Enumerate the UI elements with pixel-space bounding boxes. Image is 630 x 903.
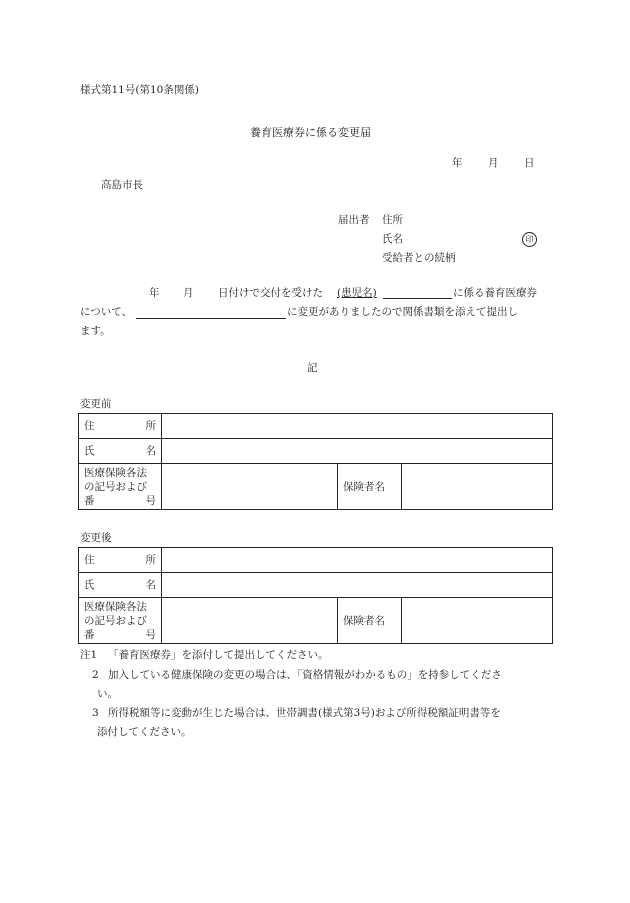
after-insurance-label: 医療保険各法 の記号および 番 号 — [79, 598, 162, 644]
body-month: 月 — [183, 287, 194, 299]
after-insurance-number-cell[interactable] — [162, 598, 338, 644]
note2-text-line1: 加入している健康保険の変更の場合は、「資格情報がわかるもの」を持参してくださ — [108, 669, 502, 681]
child-name-label: (患児名) — [337, 287, 377, 299]
after-address-cell[interactable] — [162, 548, 553, 573]
before-insurance-row — [79, 464, 553, 510]
before-insurer-cell[interactable] — [402, 464, 553, 510]
note2-number: 2 — [92, 669, 99, 681]
body-line2-suffix: に変更がありましたので関係書類を添えて提出し — [287, 306, 518, 318]
note2-text-line2: い。 — [97, 688, 118, 700]
note1-prefix: 注1 — [80, 649, 98, 661]
date-year: 年 — [452, 157, 463, 169]
date-month: 月 — [488, 157, 499, 169]
after-address-row — [79, 548, 553, 573]
before-address-cell[interactable] — [162, 414, 553, 439]
child-name-underline — [383, 298, 452, 299]
addressee: 高島市長 — [101, 179, 143, 191]
after-name-label: 氏 名 — [79, 573, 162, 598]
after-heading: 変更後 — [80, 532, 112, 544]
ki-heading: 記 — [307, 362, 318, 374]
body-cert-suffix: に係る養育医療券 — [453, 287, 537, 299]
before-insurance-label: 医療保険各法 の記号および 番 号 — [79, 464, 162, 510]
before-name-cell[interactable] — [162, 439, 553, 464]
before-address-label: 住 所 — [79, 414, 162, 439]
before-insurance-number-cell[interactable] — [162, 464, 338, 510]
applicant-relation-label: 受給者との続柄 — [382, 252, 456, 264]
after-table — [78, 547, 553, 644]
note1-text: 「養育医療券」を添付して提出してください。 — [108, 649, 329, 661]
seal-mark — [522, 232, 537, 247]
after-insurer-cell[interactable] — [402, 598, 553, 644]
applicant-label: 届出者 — [338, 214, 370, 226]
before-heading: 変更前 — [80, 398, 112, 410]
after-name-row — [79, 573, 553, 598]
before-name-row — [79, 439, 553, 464]
after-insurer-label: 保険者名 — [338, 598, 402, 644]
body-issued-text: 日付けで交付を受けた — [218, 287, 323, 299]
date-day: 日 — [524, 157, 535, 169]
applicant-address-label: 住所 — [382, 214, 403, 226]
body-line2-prefix: について、 — [80, 306, 133, 318]
applicant-name-label: 氏名 — [382, 233, 403, 245]
note3-number: 3 — [92, 707, 99, 719]
body-line3: ます。 — [80, 325, 111, 337]
page-title: 養育医療券に係る変更届 — [250, 126, 371, 139]
before-insurer-label: 保険者名 — [338, 464, 402, 510]
after-name-cell[interactable] — [162, 573, 553, 598]
change-item-underline — [136, 318, 286, 319]
before-table — [78, 413, 553, 510]
after-address-label: 住 所 — [79, 548, 162, 573]
note3-text-line1: 所得税額等に変動が生じた場合は、世帯調書(様式第3号)および所得税額証明書等を — [108, 707, 501, 719]
before-address-row — [79, 414, 553, 439]
form-number: 様式第11号(第10条関係) — [80, 84, 199, 96]
body-year: 年 — [149, 287, 160, 299]
after-insurance-row — [79, 598, 553, 644]
before-name-label: 氏 名 — [79, 439, 162, 464]
note3-text-line2: 添付してください。 — [97, 726, 192, 738]
seal-icon: 印 — [522, 232, 537, 247]
